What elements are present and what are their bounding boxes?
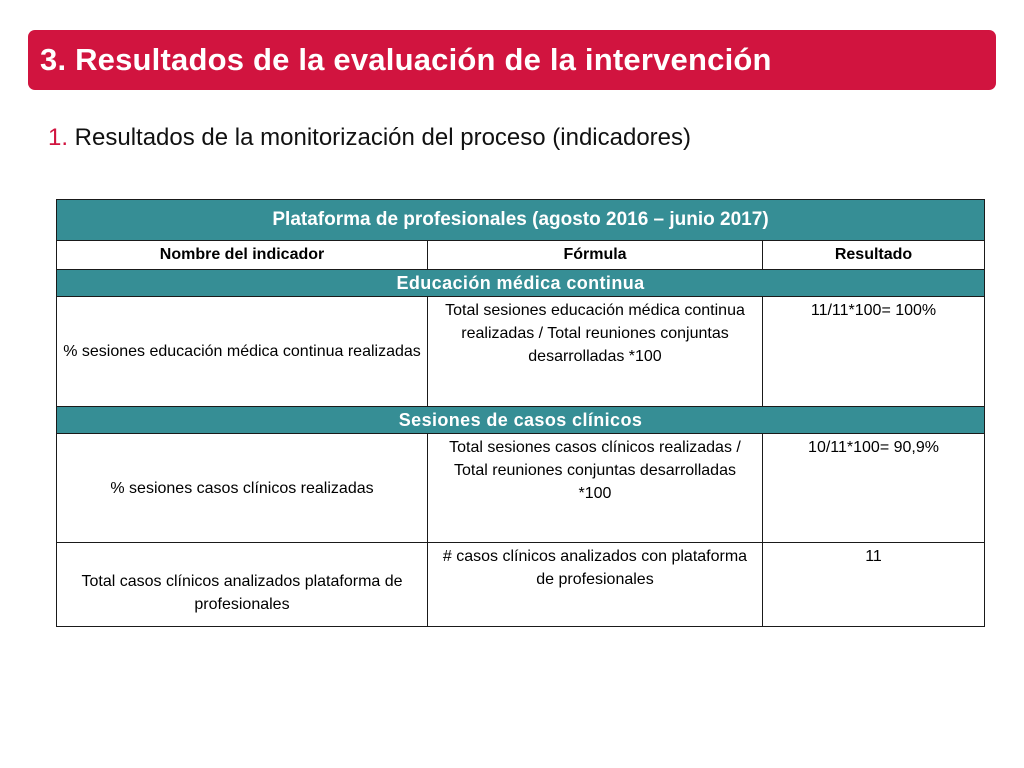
slide-subtitle	[48, 124, 691, 152]
indicators-table	[56, 199, 985, 627]
slide-title-bar	[28, 30, 996, 90]
section-header-row	[57, 270, 985, 297]
table-row	[57, 543, 985, 627]
subtitle-text: Resultados de la monitorización del proceso (indicadores)	[68, 124, 692, 151]
indicator-formula: # casos clínicos analizados con plataforma de profesionales	[428, 543, 763, 627]
table-row	[57, 297, 985, 407]
indicator-result: 10/11*100= 90,9%	[763, 434, 985, 543]
indicator-name: % sesiones casos clínicos realizadas	[57, 434, 428, 543]
column-header-formula: Fórmula	[428, 241, 763, 270]
column-header-result: Resultado	[763, 241, 985, 270]
section-title-casos: Sesiones de casos clínicos	[57, 407, 985, 434]
table-row	[57, 434, 985, 543]
indicator-formula: Total sesiones casos clínicos realizadas / Total reuniones conjuntas desarrolladas *100	[428, 434, 763, 543]
indicator-name: Total casos clínicos analizados plataforma de profesionales	[57, 543, 428, 627]
slide-title: 3. Resultados de la evaluación de la intervención	[40, 42, 772, 77]
table-main-header-row	[57, 200, 985, 241]
table-main-header: Plataforma de profesionales (agosto 2016 – junio 2017)	[57, 200, 985, 241]
indicator-formula: Total sesiones educación médica continua realizadas / Total reuniones conjuntas desarrolladas *100	[428, 297, 763, 407]
indicator-name: % sesiones educación médica continua realizadas	[57, 297, 428, 407]
table-column-headers	[57, 241, 985, 270]
section-header-row	[57, 407, 985, 434]
indicator-result: 11/11*100= 100%	[763, 297, 985, 407]
indicator-result: 11	[763, 543, 985, 627]
column-header-name: Nombre del indicador	[57, 241, 428, 270]
section-title-educacion: Educación médica continua	[57, 270, 985, 297]
subtitle-number: 1.	[48, 124, 69, 151]
